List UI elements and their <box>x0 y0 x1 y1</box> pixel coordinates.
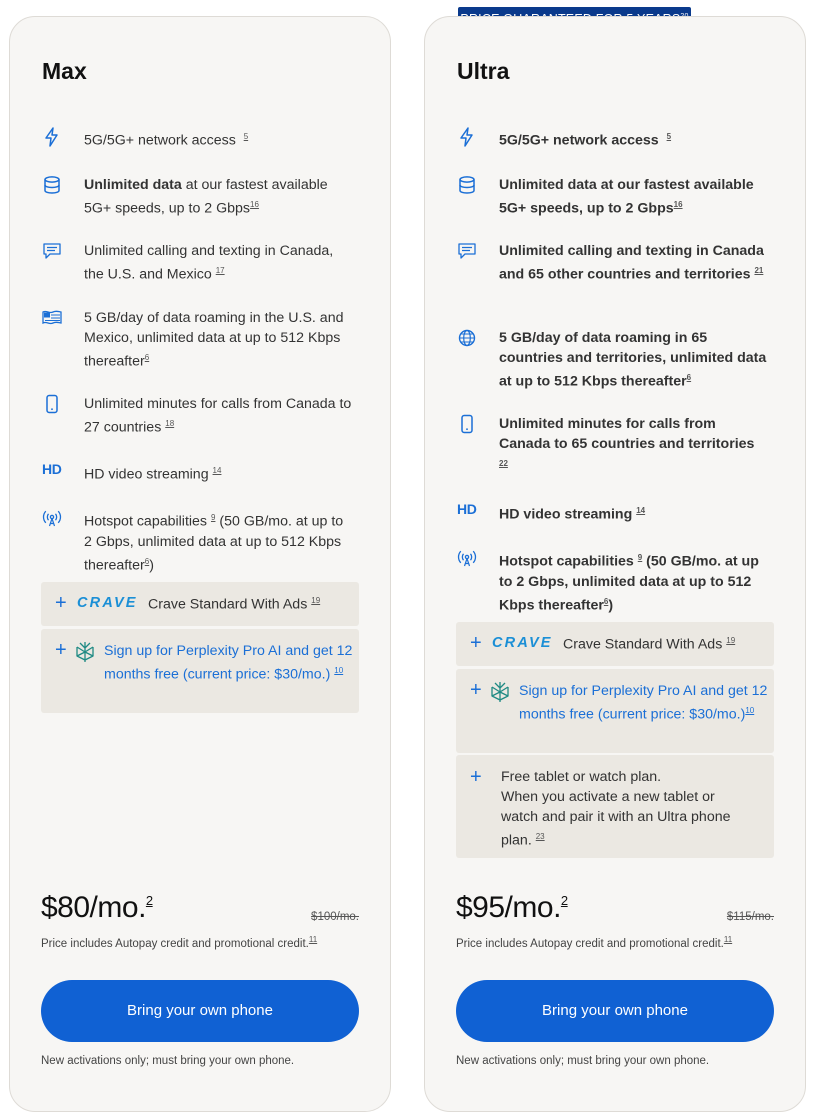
feature-text: 5 GB/day of data roaming in 65 countries and territories, unlimited data at up to 512 Kbps thereafter <box>499 330 767 390</box>
feature-text: at our fastest available 5G+ speeds, up to 2 Gbps <box>84 177 328 217</box>
feature-text: HD video streaming <box>84 466 209 483</box>
price-value: $95/mo. <box>456 891 561 924</box>
feature-text: Unlimited calling and texting in Canada, the U.S. and Mexico <box>84 243 334 283</box>
footnote-link[interactable]: 19 <box>311 596 321 605</box>
database-icon <box>42 175 64 197</box>
feature-text: HD video streaming <box>499 506 633 523</box>
feature-text-detail: (50 GB/mo. at up to 2 Gbps, unlimited data at up to 512 Kbps thereafter <box>499 553 759 614</box>
addon-perplexity[interactable] <box>41 629 359 713</box>
plan-title: Max <box>42 58 87 84</box>
phone-icon <box>42 394 64 416</box>
globe-icon <box>457 328 479 350</box>
addon-perplexity[interactable] <box>456 669 774 753</box>
footnote-link[interactable]: 18 <box>165 419 175 428</box>
footnote-link[interactable]: 6 <box>144 556 150 566</box>
footnote-link[interactable]: 10 <box>745 706 755 715</box>
price-footnote[interactable]: 2 <box>560 893 568 908</box>
footnote-link[interactable]: 6 <box>686 373 692 382</box>
old-price: $115/mo. <box>726 911 774 923</box>
hotspot-icon <box>42 508 64 530</box>
hotspot-icon <box>457 548 479 570</box>
price-footnote[interactable]: 2 <box>145 893 153 908</box>
fine-print: New activations only; must bring your own phone. <box>456 1055 710 1067</box>
addon-title: Free tablet or watch plan. <box>501 769 662 785</box>
feature-text: 5G/5G+ network access <box>84 132 236 149</box>
plan-card-max: Max 5G/5G+ network access $^5$ Unlimited data at our fastest available 5G+ speeds, up to 2 Gbps$^{16}$ Unlimited calling and texting in Canada, the U.S. and Mexico $^{17}$ 5 GB/day of data roaming in the U.S. and Mexico, unlimited data at up to 512 Kbps thereafter$^6$ Unlimited minutes for calls from Canada to 27 countries $^{18}$ HD HD video streaming $^{14}$ Hotspot capabilities $^9$ (50 GB/mo. at up to 2 Gbps, unlimited data at up to 512 Kbps thereafter$^6$) + CRAVE Crave Standard With Ads $^{19}$ + Sign up for Perplexity Pro AI and get 12 months free (current price: $30/mo.) $^{10}$ $80/mo.$^2$ $100/mo. Price includes Autopay credit and promotional credit.$^{11}$ Bring your own phone New activations only; must bring your own phone. <box>9 16 391 1112</box>
database-icon <box>457 175 479 197</box>
footnote-link[interactable]: 22 <box>499 459 508 468</box>
feature-text: 5G/5G+ network access <box>499 132 659 149</box>
plus-icon: + <box>55 639 67 661</box>
footnote-link[interactable]: 21 <box>754 266 764 275</box>
addon-label: Crave Standard With Ads <box>148 596 308 613</box>
footnote-link[interactable]: 19 <box>726 636 736 645</box>
feature-text: Unlimited data at our fastest available 5G+ speeds, up to 2 Gbps <box>499 177 754 217</box>
footnote-link[interactable]: 14 <box>636 506 646 515</box>
perplexity-logo-icon <box>75 641 95 663</box>
addon-tablet-watch[interactable] <box>456 755 774 858</box>
bring-your-own-phone-button[interactable]: Bring your own phone <box>456 980 774 1042</box>
footnote-link[interactable]: 10 <box>334 666 344 675</box>
price-note: Price includes Autopay credit and promotional credit. <box>41 937 309 950</box>
flag-icon <box>42 308 64 330</box>
price-note: Price includes Autopay credit and promotional credit. <box>456 937 724 950</box>
perplexity-offer-link[interactable]: Sign up for Perplexity Pro AI and get 12 months free (current price: $30/mo.) <box>104 643 353 683</box>
perplexity-logo-icon <box>490 681 510 703</box>
hd-icon: HD <box>42 461 62 477</box>
feature-text: 5 GB/day of data roaming in the U.S. and Mexico, unlimited data at up to 512 Kbps thereafter <box>84 310 344 370</box>
crave-logo: CRAVE <box>492 635 553 651</box>
footnote-link[interactable]: 6 <box>144 353 150 362</box>
addon-crave[interactable] <box>456 622 774 666</box>
feature-text: Hotspot capabilities <box>84 513 208 530</box>
plan-title: Ultra <box>457 58 510 84</box>
feature-text: Unlimited minutes for calls from Canada to 65 countries and territories <box>499 416 755 452</box>
chat-icon <box>457 241 479 263</box>
addon-crave[interactable] <box>41 582 359 626</box>
crave-logo: CRAVE <box>77 595 138 611</box>
footnote-link[interactable]: 5 <box>666 132 672 141</box>
footnote-link[interactable]: 16 <box>250 200 259 209</box>
fine-print: New activations only; must bring your own phone. <box>41 1055 295 1067</box>
feature-bold: Unlimited data <box>84 177 182 193</box>
perplexity-offer-link[interactable]: Sign up for Perplexity Pro AI and get 12 months free (current price: $30/mo.) <box>519 683 768 723</box>
price-value: $80/mo. <box>41 891 146 924</box>
plan-card-ultra: Ultra 5G/5G+ network access $^5$ Unlimited data at our fastest available 5G+ speeds, up to 2 Gbps$^{16}$ Unlimited calling and texting in Canada and 65 other countries and territories $^{21}$ 5 GB/day of data roaming in 65 countries and territories, unlimited data at up to 512 Kbps thereafter$^6$ Unlimited minutes for calls from Canada to 65 countries and territories $^{22}$ HD HD video streaming $^{14}$ Hotspot capabilities $^9$ (50 GB/mo. at up to 2 Gbps, unlimited data at up to 512 Kbps thereafter$^6$) + CRAVE Crave Standard With Ads $^{19}$ + Sign up for Perplexity Pro AI and get 12 months free (current price: $30/mo.)$^{10}$ + Free tablet or watch plan. When you activate a new tablet or watch and pair it with an Ultra phone plan. $^{23}$ $95/mo.$^2$ $115/mo. Price includes Autopay credit and promotional credit.$^{11}$ Bring your own phone New activations only; must bring your own phone. <box>424 16 806 1112</box>
hd-icon: HD <box>457 501 477 517</box>
footnote-link[interactable]: 5 <box>243 132 249 141</box>
footnote-link[interactable]: 9 <box>210 513 216 522</box>
bolt-icon <box>42 127 64 149</box>
footnote-link[interactable]: 23 <box>535 832 545 841</box>
old-price: $100/mo. <box>311 911 359 923</box>
plus-icon: + <box>470 679 482 701</box>
footnote-link[interactable]: 17 <box>215 266 225 275</box>
phone-icon <box>457 414 479 436</box>
feature-text: Unlimited calling and texting in Canada and 65 other countries and territories <box>499 243 764 283</box>
plus-icon: + <box>470 766 482 788</box>
footnote-link[interactable]: 11 <box>308 935 318 944</box>
footnote-link[interactable]: 11 <box>723 935 733 944</box>
footnote-link[interactable]: 16 <box>673 200 683 209</box>
bring-your-own-phone-button[interactable]: Bring your own phone <box>41 980 359 1042</box>
addon-label: Crave Standard With Ads <box>563 636 723 653</box>
feature-text: Unlimited minutes for calls from Canada to 27 countries <box>84 396 352 436</box>
plus-icon: + <box>55 592 67 614</box>
chat-icon <box>42 241 64 263</box>
footnote-link[interactable]: 6 <box>603 596 609 606</box>
footnote-link[interactable]: 9 <box>637 553 643 562</box>
feature-text-detail: (50 GB/mo. at up to 2 Gbps, unlimited data at up to 512 Kbps thereafter <box>84 513 344 574</box>
footnote-link[interactable]: 14 <box>212 466 222 475</box>
feature-text: Hotspot capabilities <box>499 553 634 570</box>
plus-icon: + <box>470 632 482 654</box>
bolt-icon <box>457 127 479 149</box>
addon-description: When you activate a new tablet or watch and pair it with an Ultra phone plan. <box>501 789 731 849</box>
